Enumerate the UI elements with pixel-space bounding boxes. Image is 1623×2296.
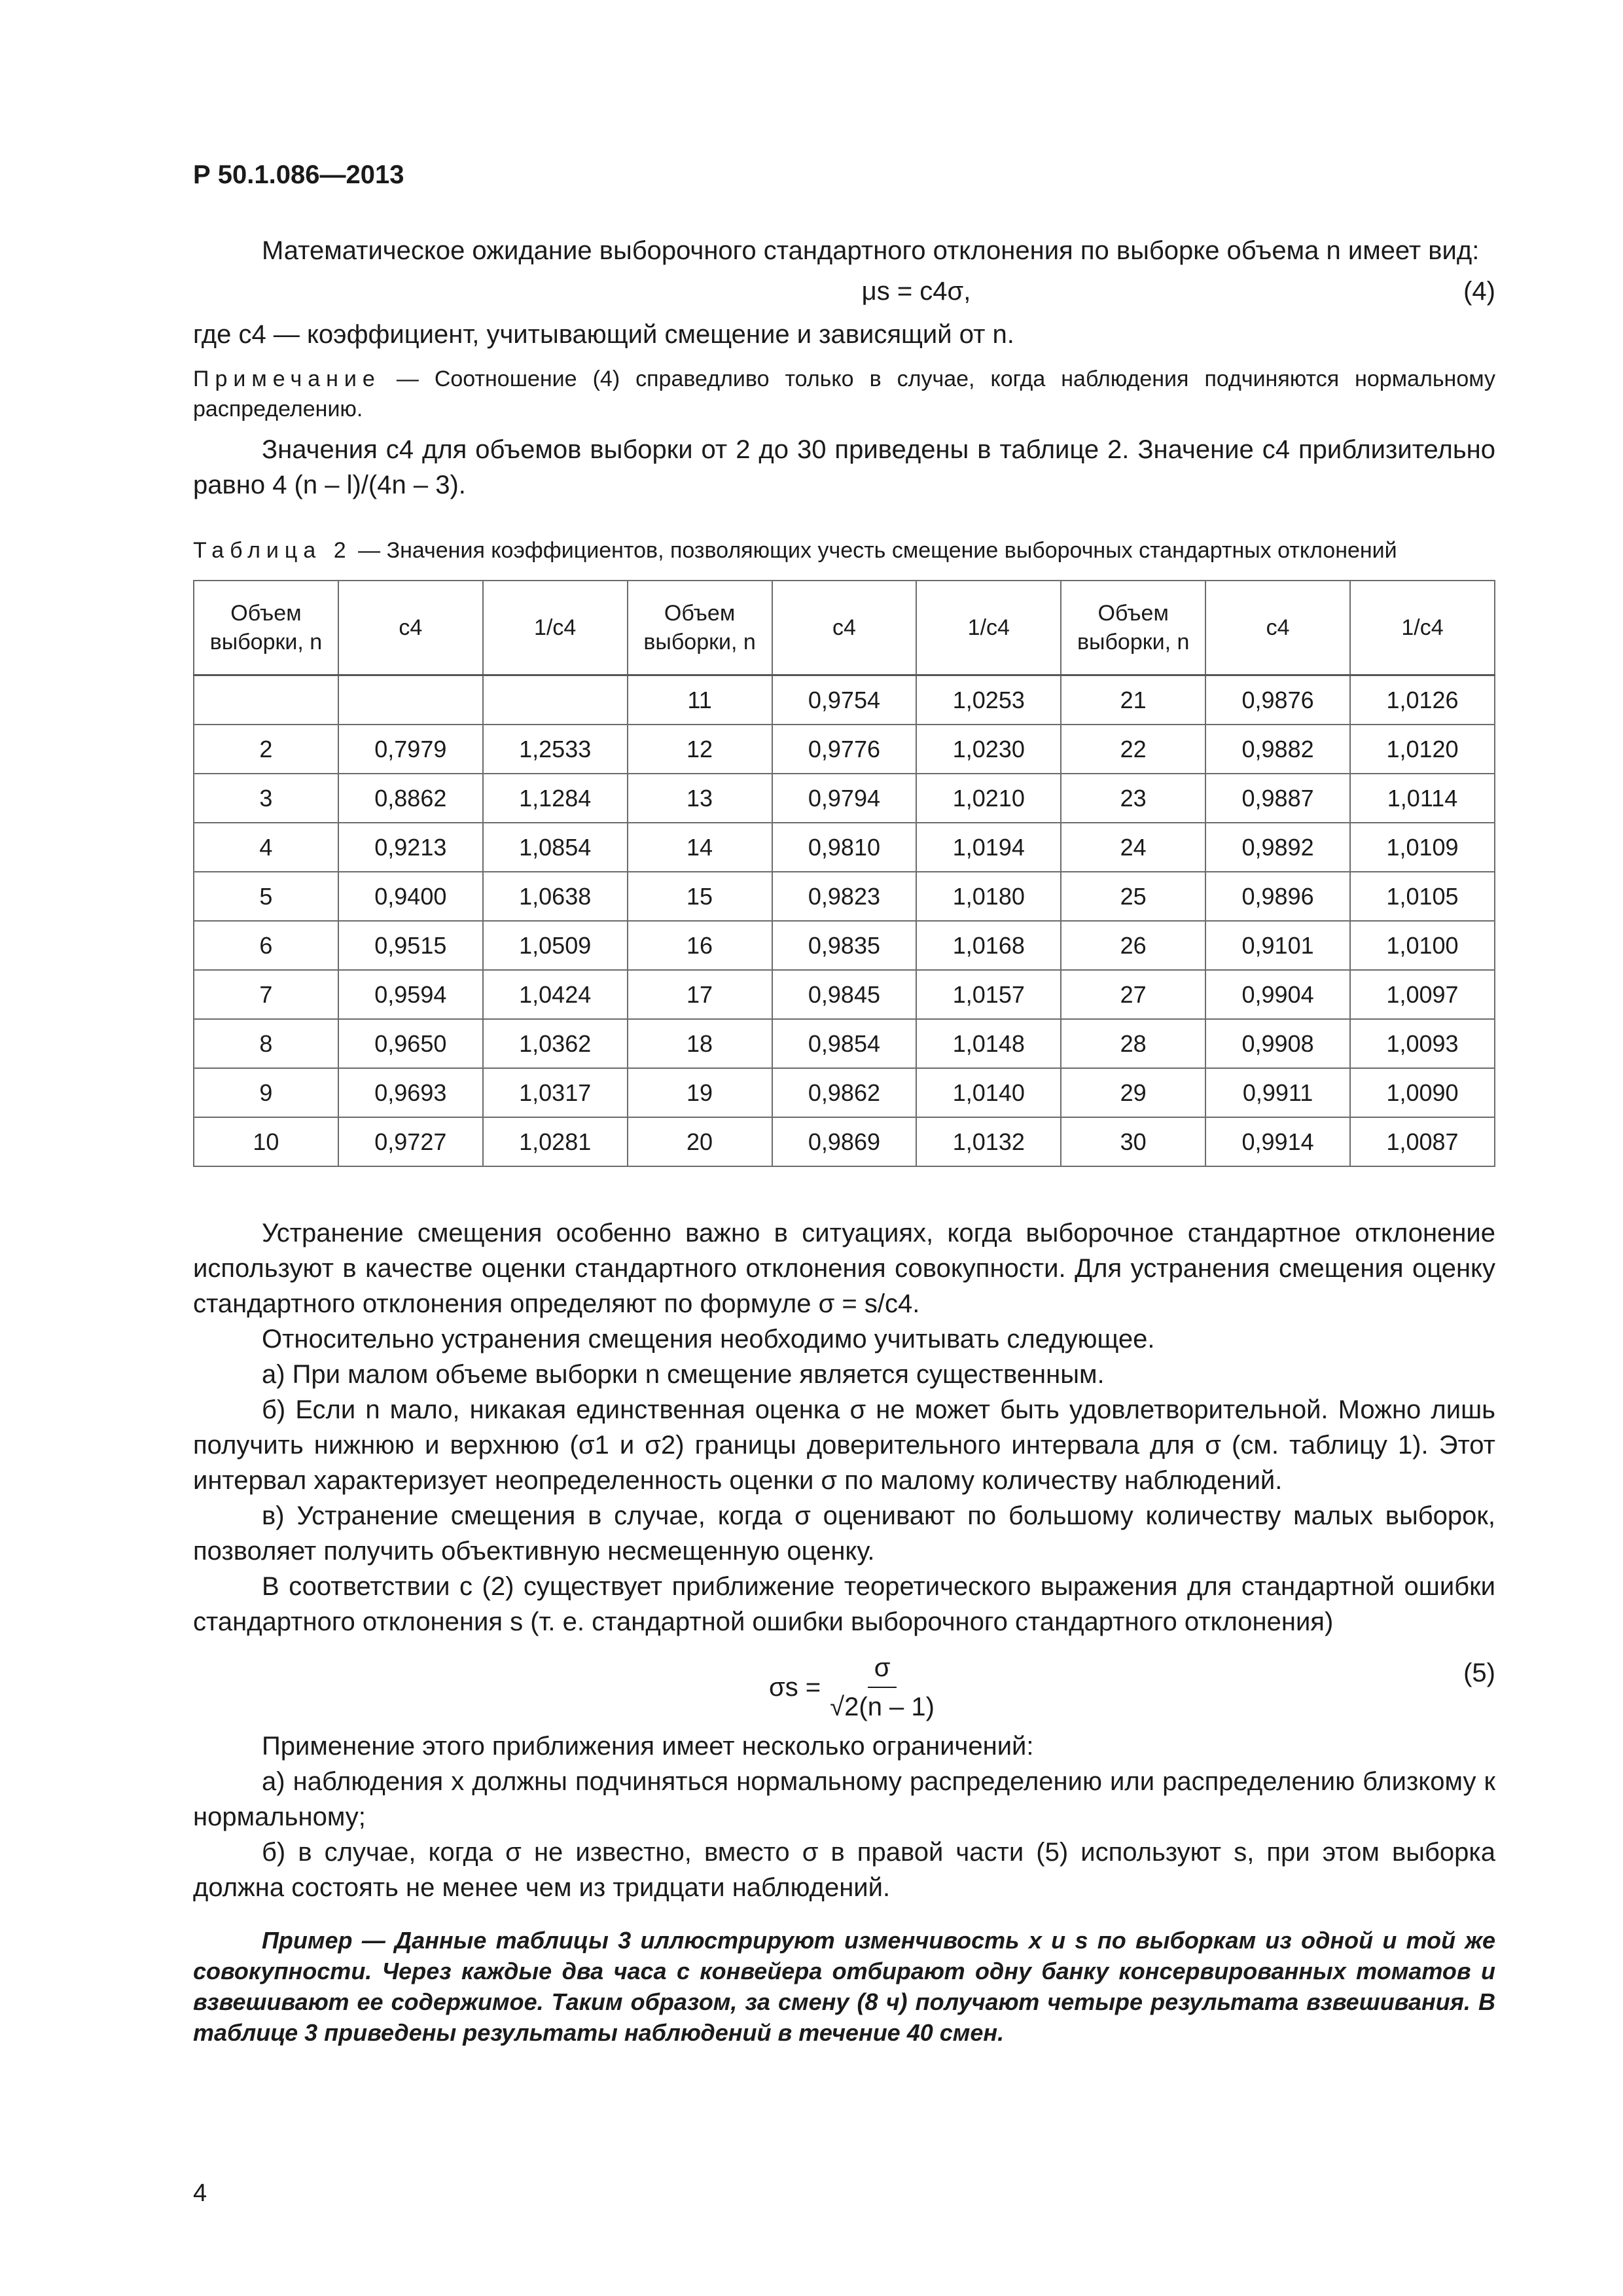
table-cell: 29 bbox=[1061, 1068, 1205, 1117]
table-cell: 0,9845 bbox=[772, 970, 917, 1019]
table-cell: 1,0317 bbox=[483, 1068, 628, 1117]
table-cell: 0,9400 bbox=[338, 872, 483, 921]
header-cell: c4 bbox=[772, 581, 917, 675]
header-cell: 1/c4 bbox=[483, 581, 628, 675]
table-cell: 1,0253 bbox=[916, 675, 1061, 725]
c4-values-paragraph: Значения c4 для объемов выборки от 2 до 30 приведены в таблице 2. Значение c4 приблизительно равно 4 (n – l)/(4n – 3). bbox=[193, 435, 1495, 499]
table-cell: 0,9213 bbox=[338, 823, 483, 872]
table-cell: 20 bbox=[628, 1117, 772, 1166]
item-v: в) Устранение смещения в случае, когда σ оценивают по большому количеству малых выборок, позволяет получить объективную несмещенную оценку. bbox=[193, 1501, 1495, 1566]
table-cell: 9 bbox=[194, 1068, 338, 1117]
limitation-a: а) наблюдения x должны подчиняться нормальному распределению или распределению близкому к нормальному; bbox=[193, 1767, 1495, 1831]
table-cell: 0,9794 bbox=[772, 774, 917, 823]
table-cell: 0,9908 bbox=[1205, 1019, 1350, 1068]
table-cell: 6 bbox=[194, 921, 338, 970]
table-cell: 22 bbox=[1061, 725, 1205, 774]
table-cell: 0,9810 bbox=[772, 823, 917, 872]
table-cell: 8 bbox=[194, 1019, 338, 1068]
table-cell: 1,0230 bbox=[916, 725, 1061, 774]
table-cell: 0,7979 bbox=[338, 725, 483, 774]
formula-5 bbox=[193, 1650, 1495, 1722]
table-cell: 0,9594 bbox=[338, 970, 483, 1019]
table-cell: 12 bbox=[628, 725, 772, 774]
header-cell: Объем выборки, n bbox=[1061, 581, 1205, 675]
table-cell: 15 bbox=[628, 872, 772, 921]
note-text: — Соотношение (4) справедливо только в случае, когда наблюдения подчиняются нормальному распределению. bbox=[193, 367, 1495, 422]
table-cell: 0,9882 bbox=[1205, 725, 1350, 774]
table-cell: 16 bbox=[628, 921, 772, 970]
table-row bbox=[194, 1019, 1495, 1068]
table-cell bbox=[483, 675, 628, 725]
page-number: 4 bbox=[193, 2179, 207, 2207]
table-cell: 1,0120 bbox=[1350, 725, 1495, 774]
table-row bbox=[194, 1068, 1495, 1117]
formula-4 bbox=[193, 274, 1495, 313]
document-page bbox=[193, 157, 1495, 2048]
table-cell: 1,0180 bbox=[916, 872, 1061, 921]
table-cell: 1,0105 bbox=[1350, 872, 1495, 921]
table-cell: 0,9876 bbox=[1205, 675, 1350, 725]
header-cell: Объем выборки, n bbox=[628, 581, 772, 675]
formula-5-denominator: √2(n – 1) bbox=[830, 1693, 935, 1721]
table-cell: 0,9101 bbox=[1205, 921, 1350, 970]
header-cell: 1/c4 bbox=[1350, 581, 1495, 675]
table-cell: 1,0114 bbox=[1350, 774, 1495, 823]
table-row bbox=[194, 725, 1495, 774]
formula-5-fraction bbox=[830, 1650, 935, 1725]
table-cell: 0,9892 bbox=[1205, 823, 1350, 872]
table-cell bbox=[338, 675, 483, 725]
table-cell: 21 bbox=[1061, 675, 1205, 725]
table-cell: 0,9515 bbox=[338, 921, 483, 970]
considerations-intro: Относительно устранения смещения необходимо учитывать следующее. bbox=[262, 1325, 1155, 1354]
table-cell: 11 bbox=[628, 675, 772, 725]
table-cell: 27 bbox=[1061, 970, 1205, 1019]
table-cell: 3 bbox=[194, 774, 338, 823]
table-cell: 1,0194 bbox=[916, 823, 1061, 872]
table-cell: 7 bbox=[194, 970, 338, 1019]
intro-paragraph: Математическое ожидание выборочного стандартного отклонения по выборке объема n имеет вид: bbox=[262, 236, 1480, 265]
table-row bbox=[194, 872, 1495, 921]
table-cell: 24 bbox=[1061, 823, 1205, 872]
table-cell: 1,0157 bbox=[916, 970, 1061, 1019]
table-cell: 1,0140 bbox=[916, 1068, 1061, 1117]
table-cell: 0,8862 bbox=[338, 774, 483, 823]
table-cell: 1,0097 bbox=[1350, 970, 1495, 1019]
table-row bbox=[194, 970, 1495, 1019]
table-row bbox=[194, 823, 1495, 872]
table-cell bbox=[194, 675, 338, 725]
header-cell: 1/c4 bbox=[916, 581, 1061, 675]
table-cell: 30 bbox=[1061, 1117, 1205, 1166]
table-cell: 2 bbox=[194, 725, 338, 774]
table-cell: 1,0638 bbox=[483, 872, 628, 921]
table-cell: 4 bbox=[194, 823, 338, 872]
table-cell: 0,9754 bbox=[772, 675, 917, 725]
limitations-intro: Применение этого приближения имеет несколько ограничений: bbox=[262, 1732, 1034, 1761]
bias-removal-paragraph: Устранение смещения особенно важно в ситуациях, когда выборочное стандартное отклонение используют в качестве оценки стандартного отклонения совокупности. Для устранения смещения оценку стандартного отклонения определяют по формуле σ = s/c4. bbox=[193, 1219, 1495, 1318]
table-cell: 25 bbox=[1061, 872, 1205, 921]
table-cell: 1,0109 bbox=[1350, 823, 1495, 872]
c4-coefficients-table bbox=[193, 580, 1495, 1167]
table-caption-label: Таблица 2 bbox=[193, 538, 352, 563]
table-cell: 10 bbox=[194, 1117, 338, 1166]
table-cell: 0,9862 bbox=[772, 1068, 917, 1117]
formula-4-number: (4) bbox=[1463, 277, 1495, 306]
approximation-paragraph: В соответствии с (2) существует приближение теоретического выражения для стандартной ошибки стандартного отклонения s (т. е. стандартной ошибки выборочного стандартного отклонения) bbox=[193, 1572, 1495, 1636]
table-row bbox=[194, 921, 1495, 970]
limitation-b: б) в случае, когда σ не известно, вместо σ в правой части (5) используют s, при этом выборка должна состоять не менее чем из тридцати наблюдений. bbox=[193, 1838, 1495, 1902]
header-cell: c4 bbox=[1205, 581, 1350, 675]
table-caption bbox=[193, 533, 1495, 568]
table-cell: 0,9887 bbox=[1205, 774, 1350, 823]
formula-5-number: (5) bbox=[1463, 1659, 1495, 1687]
table-row bbox=[194, 675, 1495, 725]
table-cell: 0,9896 bbox=[1205, 872, 1350, 921]
table-cell: 1,0090 bbox=[1350, 1068, 1495, 1117]
where-clause: где c4 — коэффициент, учитывающий смещение и зависящий от n. bbox=[193, 320, 1014, 349]
table-cell: 5 bbox=[194, 872, 338, 921]
formula-4-text: μs = c4σ, bbox=[861, 277, 971, 306]
table-header-row bbox=[194, 581, 1495, 675]
table-cell: 0,9904 bbox=[1205, 970, 1350, 1019]
table-cell: 0,9823 bbox=[772, 872, 917, 921]
formula-5-numerator: σ bbox=[868, 1650, 897, 1688]
header-cell: Объем выборки, n bbox=[194, 581, 338, 675]
table-cell: 13 bbox=[628, 774, 772, 823]
table-cell: 1,0210 bbox=[916, 774, 1061, 823]
table-row bbox=[194, 774, 1495, 823]
table-cell: 1,0424 bbox=[483, 970, 628, 1019]
item-a: а) При малом объеме выборки n смещение является существенным. bbox=[262, 1360, 1105, 1389]
table-cell: 1,0854 bbox=[483, 823, 628, 872]
table-cell: 1,0093 bbox=[1350, 1019, 1495, 1068]
table-cell: 1,1284 bbox=[483, 774, 628, 823]
table-cell: 1,0281 bbox=[483, 1117, 628, 1166]
table-cell: 0,9914 bbox=[1205, 1117, 1350, 1166]
table-cell: 17 bbox=[628, 970, 772, 1019]
note-label: Примечание bbox=[193, 367, 381, 391]
header-cell: c4 bbox=[338, 581, 483, 675]
table-cell: 1,0087 bbox=[1350, 1117, 1495, 1166]
table-cell: 23 bbox=[1061, 774, 1205, 823]
table-cell: 0,9869 bbox=[772, 1117, 917, 1166]
table-cell: 0,9911 bbox=[1205, 1068, 1350, 1117]
table-cell: 1,2533 bbox=[483, 725, 628, 774]
table-cell: 0,9776 bbox=[772, 725, 917, 774]
table-cell: 0,9693 bbox=[338, 1068, 483, 1117]
table-cell: 0,9835 bbox=[772, 921, 917, 970]
table-cell: 1,0509 bbox=[483, 921, 628, 970]
table-cell: 1,0126 bbox=[1350, 675, 1495, 725]
table-cell: 14 bbox=[628, 823, 772, 872]
table-cell: 18 bbox=[628, 1019, 772, 1068]
table-cell: 1,0362 bbox=[483, 1019, 628, 1068]
table-cell: 1,0100 bbox=[1350, 921, 1495, 970]
table-cell: 1,0168 bbox=[916, 921, 1061, 970]
table-cell: 1,0148 bbox=[916, 1019, 1061, 1068]
table-cell: 0,9727 bbox=[338, 1117, 483, 1166]
example-paragraph: Пример — Данные таблицы 3 иллюстрируют изменчивость x и s по выборкам из одной и той же совокупности. Через каждые два часа с конвейера отбирают одну банку консервированных томатов и взвешивают ее содержимое. Таким образом, за смену (8 ч) получают четыре результата взвешивания. В таблице 3 приведены результаты наблюдений в течение 40 смен. bbox=[193, 1927, 1495, 2046]
table-row bbox=[194, 1117, 1495, 1166]
table-cell: 0,9854 bbox=[772, 1019, 917, 1068]
table-caption-text: — Значения коэффициентов, позволяющих учесть смещение выборочных стандартных отклонений bbox=[358, 538, 1397, 563]
document-code: Р 50.1.086—2013 bbox=[193, 160, 404, 189]
table-cell: 1,0132 bbox=[916, 1117, 1061, 1166]
table-cell: 0,9650 bbox=[338, 1019, 483, 1068]
item-b: б) Если n мало, никакая единственная оценка σ не может быть удовлетворительной. Можно лишь получить нижнюю и верхнюю (σ1 и σ2) границы доверительного интервала для σ (см. таблицу 1). Этот интервал характеризует неопределенность оценки σ по малому количеству наблюдений. bbox=[193, 1395, 1495, 1495]
table-cell: 28 bbox=[1061, 1019, 1205, 1068]
table-cell: 26 bbox=[1061, 921, 1205, 970]
table-body bbox=[194, 675, 1495, 1167]
table-cell: 19 bbox=[628, 1068, 772, 1117]
note bbox=[193, 364, 1495, 424]
formula-5-lhs: σs = bbox=[769, 1673, 821, 1702]
